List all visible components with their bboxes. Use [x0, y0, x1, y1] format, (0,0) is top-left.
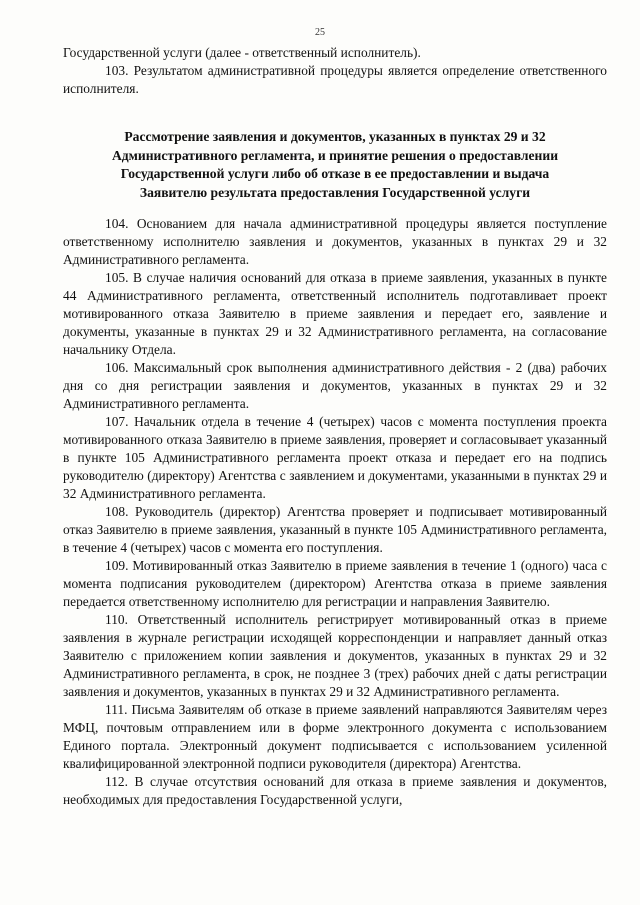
- paragraph-109: 109. Мотивированный отказ Заявителю в приеме заявления в течение 1 (одного) часа с момента подписания руководителем (директором) Агентства отказа в приеме заявления передается ответственному исполнителю для регистрации и направления Заявителю.: [63, 558, 607, 609]
- paragraph-104: 104. Основанием для начала административной процедуры является поступление ответственному исполнителю заявления и документов, указанных в пунктах 29 и 32 Административного регламента.: [63, 216, 607, 267]
- paragraph-105: 105. В случае наличия оснований для отказа в приеме заявления, указанных в пункте 44 Административного регламента, ответственный исполнитель подготавливает проект мотивированного отказа Заявителю в приеме заявления и передает его, заявление и документы, указанные в пунктах 29 и 32 Административного регламента, на согласование начальнику Отдела.: [63, 270, 607, 357]
- section-heading: [63, 128, 607, 202]
- paragraph-111: 111. Письма Заявителям об отказе в приеме заявлений направляются Заявителям через МФЦ, почтовым отправлением или в форме электронного документа с использованием Единого портала. Электронный документ подписывается с использованием усиленной квалифицированной электронной подписи руководителя (директора) Агентства.: [63, 702, 607, 771]
- heading-line: Рассмотрение заявления и документов, указанных в пунктах 29 и 32: [124, 129, 546, 144]
- paragraph-103: 103. Результатом административной процедуры является определение ответственного исполнителя.: [63, 63, 607, 96]
- paragraph-continuation: Государственной услуги (далее - ответственный исполнитель).: [63, 45, 421, 60]
- heading-line: Административного регламента, и принятие решения о предоставлении: [111, 147, 559, 163]
- paragraph-112: 112. В случае отсутствия оснований для отказа в приеме заявления и документов, необходимых для предоставления Государственной услуги,: [63, 774, 607, 807]
- heading-line: Государственной услуги либо об отказе в ее предоставлении и выдача: [120, 166, 550, 181]
- document-body: [63, 44, 607, 809]
- heading-line: Заявителю результата предоставления Государственной услуги: [139, 184, 531, 200]
- paragraph-110: 110. Ответственный исполнитель регистрирует мотивированный отказ в приеме заявления в журнале регистрации исходящей корреспонденции и направляет данный отказ Заявителю с приложением копии заявления и документов, указанных в пунктах 29 и 32 Административного регламента, в срок, не позднее 3 (трех) рабочих дней с даты регистрации заявления и документов, указанных в пунктах 29 и 32 Административного регламента.: [63, 612, 607, 699]
- paragraph-108: 108. Руководитель (директор) Агентства проверяет и подписывает мотивированный отказ Заявителю в приеме заявления, указанный в пункте 105 Административного регламента, в течение 4 (четырех) часов с момента его поступления.: [63, 504, 607, 555]
- paragraph-107: 107. Начальник отдела в течение 4 (четырех) часов с момента поступления проекта мотивированного отказа Заявителю в приеме заявления, проверяет и согласовывает указанный в пункте 105 Административного регламента проект отказа и передает его на подпись руководителю (директору) Агентства с заявлением и документами, указанными в пунктах 29 и 32 Административного регламента.: [63, 414, 607, 501]
- page-number: 25: [315, 27, 325, 38]
- paragraph-106: 106. Максимальный срок выполнения административного действия - 2 (два) рабочих дня со дня регистрации заявления и документов, указанных в пунктах 29 и 32 Административного регламента.: [63, 360, 607, 411]
